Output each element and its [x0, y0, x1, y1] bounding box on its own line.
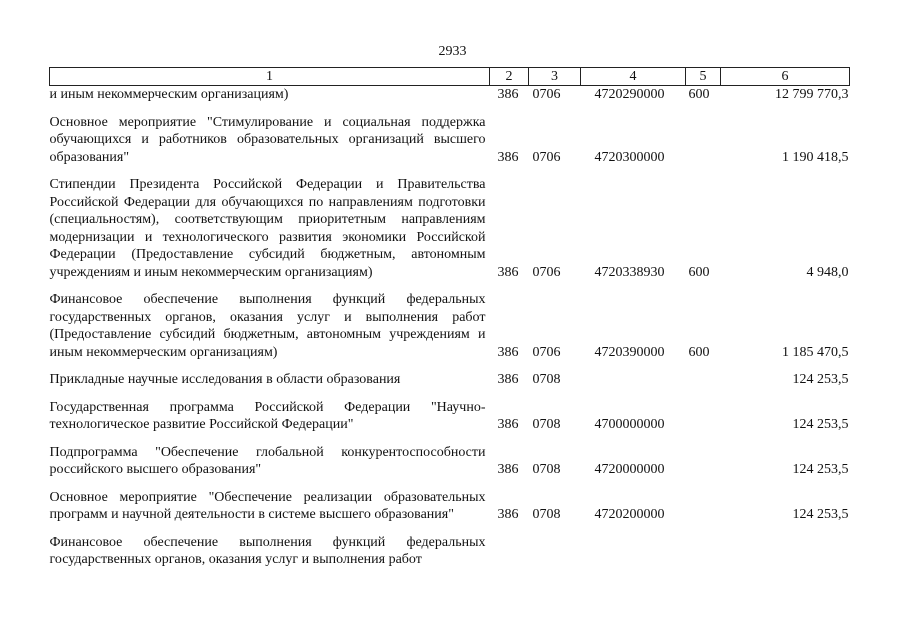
row-code-expense: 600 [688, 264, 710, 280]
row-code-target: 4720000000 [594, 462, 665, 477]
table-row [50, 371, 850, 389]
header-row [50, 68, 850, 86]
header-col-4: 4 [581, 68, 686, 86]
row-code-expense [686, 489, 721, 524]
row-code-target: 4700000000 [594, 417, 665, 432]
row-amount: 1 185 470,5 [782, 344, 849, 360]
row-code-ministry: 386 [497, 87, 519, 102]
row-code-ministry: 386 [497, 264, 519, 280]
row-name: Подпрограмма "Обеспечение глобальной конкурентоспособности российского высшего образования" [49, 444, 486, 477]
row-amount: 124 253,5 [792, 507, 849, 522]
row-amount: 124 253,5 [792, 462, 849, 477]
table-row [50, 291, 850, 361]
row-amount [721, 534, 850, 569]
row-code-ministry: 386 [497, 462, 519, 477]
row-name: Финансовое обеспечение выполнения функций федеральных государственных органов, оказания услуг и выполнения работ (Предоставление субсидий бюджетным, автономным учреждениям и иным некоммерческим организациям) [49, 292, 486, 360]
table-row [50, 399, 850, 434]
row-code-target: 4720290000 [594, 87, 665, 102]
row-name: Стипендии Президента Российской Федерации и Правительства Российской Федерации для обучающихся по направлениям подготовки (специальностям), соответствующим приоритетным направлениям модернизации и технологического развития экономики Российской Федерации (Предоставление субсидий бюджетным, автономным учреждениям и иным некоммерческим организациям) [49, 177, 486, 280]
row-code-section [529, 534, 581, 569]
table-row [50, 444, 850, 479]
row-name: Государственная программа Российской Федерации "Научно-технологическое развитие Российской Федерации" [49, 399, 486, 432]
row-code-expense: 600 [688, 87, 710, 102]
table-row [50, 534, 850, 569]
row-code-section: 0706 [532, 344, 561, 360]
page-number: 2933 [438, 44, 467, 59]
row-code-section: 0708 [532, 507, 561, 522]
table-row [50, 86, 850, 104]
row-amount: 124 253,5 [792, 417, 849, 432]
row-amount: 4 948,0 [806, 264, 849, 280]
row-code-ministry [490, 534, 529, 569]
row-code-section: 0706 [532, 149, 561, 165]
row-code-ministry: 386 [497, 344, 519, 360]
row-code-expense [686, 371, 721, 389]
row-code-expense [686, 114, 721, 167]
row-name: Основное мероприятие "Стимулирование и социальная поддержка обучающихся и работников образовательных организаций высшего образования" [49, 114, 486, 165]
row-code-ministry: 386 [497, 372, 519, 387]
row-code-target: 4720200000 [594, 507, 665, 522]
row-code-expense [686, 399, 721, 434]
row-code-target: 4720300000 [594, 149, 665, 165]
table-row [50, 176, 850, 281]
header-col-6: 6 [721, 68, 850, 86]
row-code-expense: 600 [688, 344, 710, 360]
budget-table [49, 67, 850, 569]
row-code-target [581, 534, 686, 569]
table-row [50, 489, 850, 524]
row-name: и иным некоммерческим организациям) [49, 87, 289, 102]
row-code-target: 4720390000 [594, 344, 665, 360]
row-code-ministry: 386 [497, 507, 519, 522]
row-amount: 1 190 418,5 [782, 149, 849, 165]
row-code-target [581, 371, 686, 389]
table-row [50, 114, 850, 167]
header-col-5: 5 [686, 68, 721, 86]
row-name: Финансовое обеспечение выполнения функций федеральных государственных органов, оказания услуг и выполнения работ [49, 534, 486, 567]
row-code-section: 0708 [532, 417, 561, 432]
row-name: Основное мероприятие "Обеспечение реализации образовательных программ и научной деятельности в системе высшего образования" [49, 489, 486, 522]
row-amount: 12 799 770,3 [775, 87, 849, 102]
row-code-ministry: 386 [497, 149, 519, 165]
header-col-2: 2 [490, 68, 529, 86]
row-code-expense [686, 534, 721, 569]
row-code-target: 4720338930 [594, 264, 665, 280]
header-col-1: 1 [50, 68, 490, 86]
header-col-3: 3 [529, 68, 581, 86]
row-code-ministry: 386 [497, 417, 519, 432]
row-name: Прикладные научные исследования в области образования [49, 372, 401, 387]
row-code-section: 0708 [532, 462, 561, 477]
row-amount: 124 253,5 [792, 372, 849, 387]
row-code-section: 0706 [532, 264, 561, 280]
row-code-section: 0706 [532, 87, 561, 102]
row-code-expense [686, 444, 721, 479]
row-code-section: 0708 [532, 372, 561, 387]
